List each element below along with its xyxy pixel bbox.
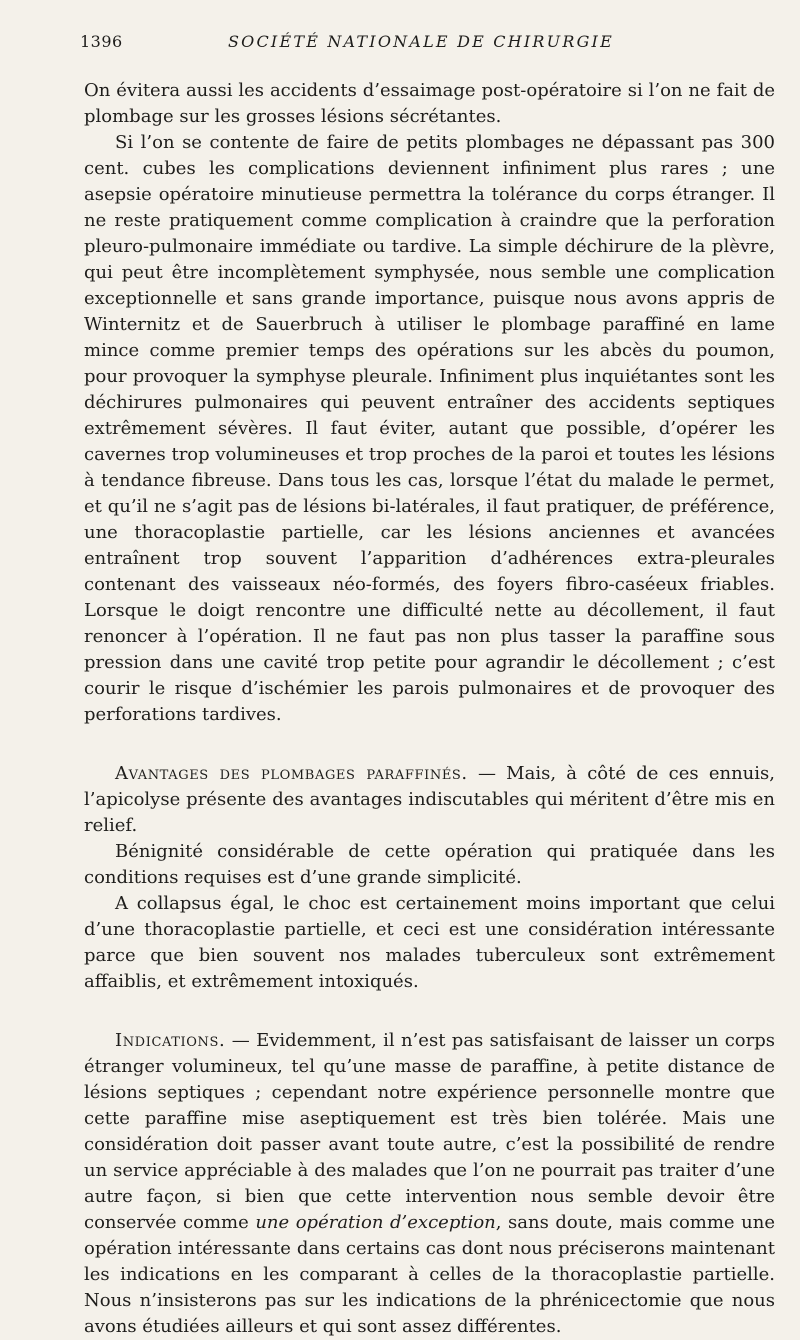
section-avantages bbox=[84, 761, 775, 839]
section-text-indications-b: , sans doute, mais comme une opération intéressante dans certains cas dont nous préciserons maintenant les indications en les comparant à celles de la thoracoplastie partielle. Nous n’insisterons pas sur les indications de la phrénicectomie que nous avons étudiées ailleurs et qui sont assez différentes. bbox=[84, 1212, 775, 1337]
section-heading-indications: Indications. bbox=[115, 1030, 226, 1051]
paragraph-1: On évitera aussi les accidents d’essaimage post-opératoire si l’on ne fait de plombage sur les grosses lésions sécrétantes. bbox=[84, 80, 775, 127]
paragraph-collapsus: A collapsus égal, le choc est certainement moins important que celui d’une thoracoplastie partielle, et ceci est une considération intéressante parce que bien souvent nos malades tuberculeux sont extrêmement affaiblis, et extrêmement intoxiqués. bbox=[84, 893, 775, 992]
section-heading-avantages: Avantages des plombages paraffinés. bbox=[115, 763, 468, 784]
body-text bbox=[84, 78, 775, 1340]
page-number: 1396 bbox=[80, 32, 123, 51]
section-text-indications-italic: une opération d’exception bbox=[255, 1212, 496, 1233]
section-text-indications-a: — Evidemment, il n’est pas satisfaisant de laisser un corps étranger volumineux, tel qu’une masse de paraffine, à petite distance de lésions septiques ; cependant notre expérience personnelle montre que cette paraffine mise aseptiquement est très bien tolérée. Mais une considération doit passer avant toute autre, c’est la possibilité de rendre un service appréciable à des malades que l’on ne pourrait pas traiter d’une autre façon, si bien que cette intervention nous semble devoir être conservée comme bbox=[84, 1030, 775, 1233]
paragraph-benignite: Bénignité considérable de cette opération qui pratiquée dans les conditions requises est d’une grande simplicité. bbox=[84, 841, 775, 888]
paragraph-2: Si l’on se contente de faire de petits plombages ne dépassant pas 300 cent. cubes les complications deviennent infiniment plus rares ; une asepsie opératoire minutieuse permettra la tolérance du corps étranger. Il ne reste pratiquement comme complication à craindre que la perforation pleuro-pulmonaire immédiate ou tardive. La simple déchirure de la plèvre, qui peut être incomplètement symphysée, nous semble une complication exceptionnelle et sans grande importance, puisque nous avons appris de Winternitz et de Sauerbruch à utiliser le plombage paraffiné en lame mince comme premier temps des opérations sur les abcès du poumon, pour provoquer la symphyse pleurale. Infiniment plus inquiétantes sont les déchirures pulmonaires qui peuvent entraîner des accidents septiques extrêmement sévères. Il faut éviter, autant que possible, d’opérer les cavernes trop volumineuses et trop proches de la paroi et toutes les lésions à tendance fibreuse. Dans tous les cas, lorsque l’état du malade le permet, et qu’il ne s’agit pas de lésions bi-latérales, il faut pratiquer, de préférence, une thoracoplastie partielle, car les lésions anciennes et avancées entraînent trop souvent l’apparition d’adhérences extra-pleurales contenant des vaisseaux néo-formés, des foyers fibro-caséeux friables. Lorsque le doigt rencontre une difficulté nette au décollement, il faut renoncer à l’opération. Il ne faut pas non plus tasser la paraffine sous pression dans une cavité trop petite pour agrandir le décollement ; c’est courir le risque d’ischémier les parois pulmonaires et de provoquer des perforations tardives. bbox=[84, 132, 775, 725]
journal-title: SOCIÉTÉ NATIONALE DE CHIRURGIE bbox=[228, 32, 614, 51]
section-text-avantages: — Mais, à côté de ces ennuis, l’apicolyse présente des avantages indiscutables qui méritent d’être mis en relief. bbox=[84, 763, 775, 836]
section-indications bbox=[84, 1028, 775, 1340]
running-header bbox=[80, 30, 775, 64]
